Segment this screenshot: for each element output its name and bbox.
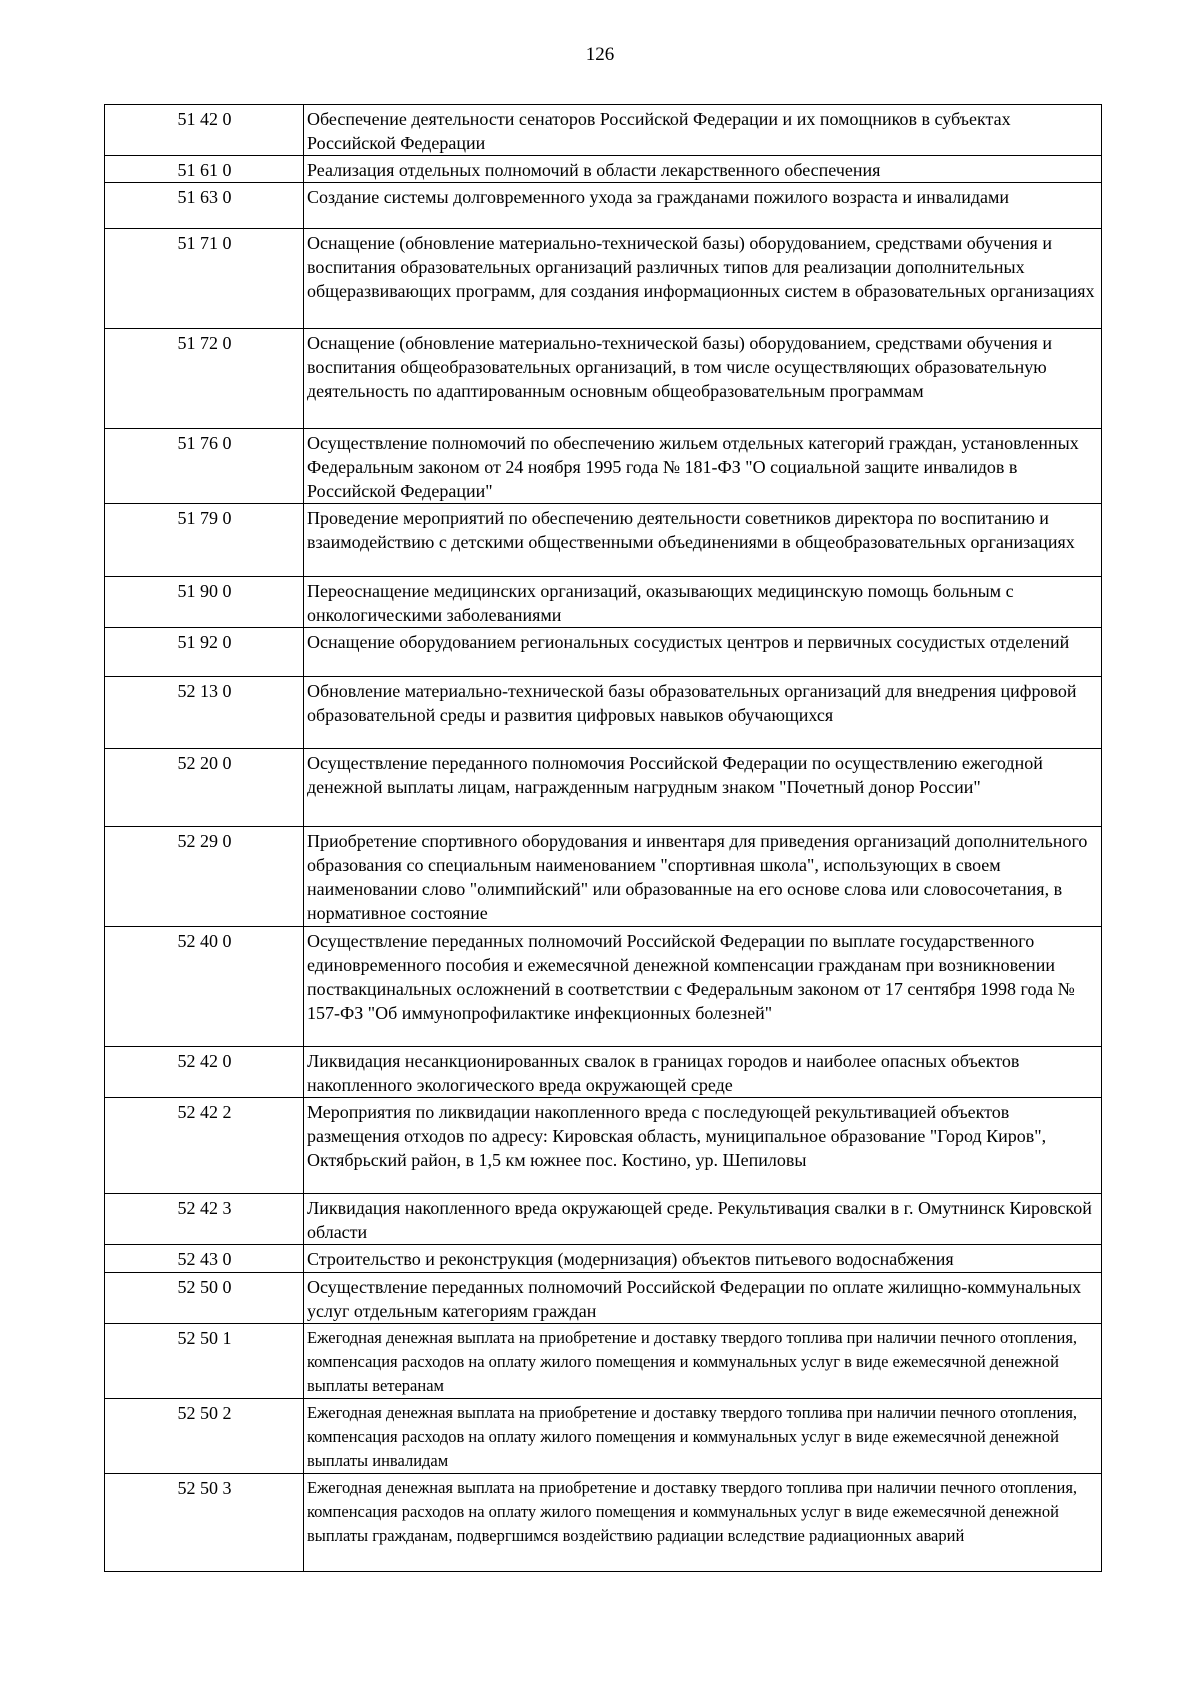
page-number: 126 <box>585 44 615 65</box>
code-cell: 51 71 0 <box>105 229 304 329</box>
code-cell: 52 42 2 <box>105 1098 304 1194</box>
code-cell: 52 50 0 <box>105 1273 304 1324</box>
table-row <box>105 105 1102 156</box>
description-cell: Ликвидация накопленного вреда окружающей среде. Рекультивация свалки в г. Омутнинск Кировской области <box>304 1194 1102 1245</box>
table-row <box>105 1474 1102 1572</box>
code-cell: 51 79 0 <box>105 504 304 577</box>
code-cell: 51 61 0 <box>105 156 304 183</box>
description-cell: Оснащение оборудованием региональных сосудистых центров и первичных сосудистых отделений <box>304 628 1102 677</box>
table-row <box>105 1098 1102 1194</box>
table-row <box>105 229 1102 329</box>
table-row <box>105 1245 1102 1273</box>
description-cell: Осуществление переданного полномочия Российской Федерации по осуществлению ежегодной денежной выплаты лицам, награжденным нагрудным знаком "Почетный донор России" <box>304 749 1102 827</box>
code-cell: 52 42 0 <box>105 1047 304 1098</box>
table-row <box>105 329 1102 429</box>
table-row <box>105 677 1102 749</box>
table-row <box>105 429 1102 504</box>
table-row <box>105 156 1102 183</box>
description-cell: Приобретение спортивного оборудования и инвентаря для приведения организаций дополнительного образования со специальным наименованием "спортивная школа", использующих в своем наименовании слово "олимпийский" или образованные на его основе слова или словосочетания, в нормативное состояние <box>304 827 1102 927</box>
description-cell: Обновление материально-технической базы образовательных организаций для внедрения цифровой образовательной среды и развития цифровых навыков обучающихся <box>304 677 1102 749</box>
description-cell: Переоснащение медицинских организаций, оказывающих медицинскую помощь больным с онкологическими заболеваниями <box>304 577 1102 628</box>
code-cell: 51 63 0 <box>105 183 304 229</box>
description-cell: Реализация отдельных полномочий в области лекарственного обеспечения <box>304 156 1102 183</box>
code-cell: 52 50 3 <box>105 1474 304 1572</box>
description-cell: Проведение мероприятий по обеспечению деятельности советников директора по воспитанию и взаимодействию с детскими общественными объединениями в общеобразовательных организациях <box>304 504 1102 577</box>
description-cell: Оснащение (обновление материально-технической базы) оборудованием, средствами обучения и воспитания общеобразовательных организаций, в том числе осуществляющих образовательную деятельность по адаптированным основным общеобразовательным программам <box>304 329 1102 429</box>
code-cell: 51 90 0 <box>105 577 304 628</box>
code-cell: 52 20 0 <box>105 749 304 827</box>
description-cell: Осуществление переданных полномочий Российской Федерации по выплате государственного единовременного пособия и ежемесячной денежной компенсации гражданам при возникновении поствакцинальных осложнений в соответствии с Федеральным законом от 17 сентября 1998 года № 157-ФЗ "Об иммунопрофилактике инфекционных болезней" <box>304 927 1102 1047</box>
code-cell: 52 40 0 <box>105 927 304 1047</box>
code-cell: 52 50 1 <box>105 1324 304 1399</box>
table-row <box>105 827 1102 927</box>
table-row <box>105 577 1102 628</box>
description-cell: Ежегодная денежная выплата на приобретение и доставку твердого топлива при наличии печного отопления, компенсация расходов на оплату жилого помещения и коммунальных услуг в виде ежемесячной денежной выплаты инвалидам <box>304 1399 1102 1474</box>
code-cell: 52 43 0 <box>105 1245 304 1273</box>
description-cell: Ежегодная денежная выплата на приобретение и доставку твердого топлива при наличии печного отопления, компенсация расходов на оплату жилого помещения и коммунальных услуг в виде ежемесячной денежной выплаты гражданам, подвергшимся воздействию радиации вследствие радиационных аварий <box>304 1474 1102 1572</box>
description-cell: Осуществление переданных полномочий Российской Федерации по оплате жилищно-коммунальных услуг отдельным категориям граждан <box>304 1273 1102 1324</box>
table-row <box>105 628 1102 677</box>
code-cell: 51 76 0 <box>105 429 304 504</box>
table-row <box>105 1273 1102 1324</box>
table-row <box>105 1194 1102 1245</box>
description-cell: Создание системы долговременного ухода за гражданами пожилого возраста и инвалидами <box>304 183 1102 229</box>
code-cell: 52 42 3 <box>105 1194 304 1245</box>
table-row <box>105 504 1102 577</box>
table-row <box>105 1324 1102 1399</box>
table-row <box>105 1399 1102 1474</box>
code-cell: 51 42 0 <box>105 105 304 156</box>
table-row <box>105 183 1102 229</box>
code-cell: 51 92 0 <box>105 628 304 677</box>
codes-table <box>104 104 1102 1572</box>
code-cell: 51 72 0 <box>105 329 304 429</box>
description-cell: Осуществление полномочий по обеспечению жильем отдельных категорий граждан, установленных Федеральным законом от 24 ноября 1995 года № 181-ФЗ "О социальной защите инвалидов в Российской Федерации" <box>304 429 1102 504</box>
description-cell: Ликвидация несанкционированных свалок в границах городов и наиболее опасных объектов накопленного экологического вреда окружающей среде <box>304 1047 1102 1098</box>
description-cell: Ежегодная денежная выплата на приобретение и доставку твердого топлива при наличии печного отопления, компенсация расходов на оплату жилого помещения и коммунальных услуг в виде ежемесячной денежной выплаты ветеранам <box>304 1324 1102 1399</box>
description-cell: Оснащение (обновление материально-технической базы) оборудованием, средствами обучения и воспитания образовательных организаций различных типов для реализации дополнительных общеразвивающих программ, для создания информационных систем в образовательных организациях <box>304 229 1102 329</box>
table-row <box>105 749 1102 827</box>
description-cell: Обеспечение деятельности сенаторов Российской Федерации и их помощников в субъектах Российской Федерации <box>304 105 1102 156</box>
description-cell: Мероприятия по ликвидации накопленного вреда с последующей рекультивацией объектов размещения отходов по адресу: Кировская область, муниципальное образование "Город Киров", Октябрьский район, в 1,5 км южнее пос. Костино, ур. Шепиловы <box>304 1098 1102 1194</box>
code-cell: 52 50 2 <box>105 1399 304 1474</box>
description-cell: Строительство и реконструкция (модернизация) объектов питьевого водоснабжения <box>304 1245 1102 1273</box>
table-row <box>105 1047 1102 1098</box>
code-cell: 52 13 0 <box>105 677 304 749</box>
code-cell: 52 29 0 <box>105 827 304 927</box>
table-row <box>105 927 1102 1047</box>
